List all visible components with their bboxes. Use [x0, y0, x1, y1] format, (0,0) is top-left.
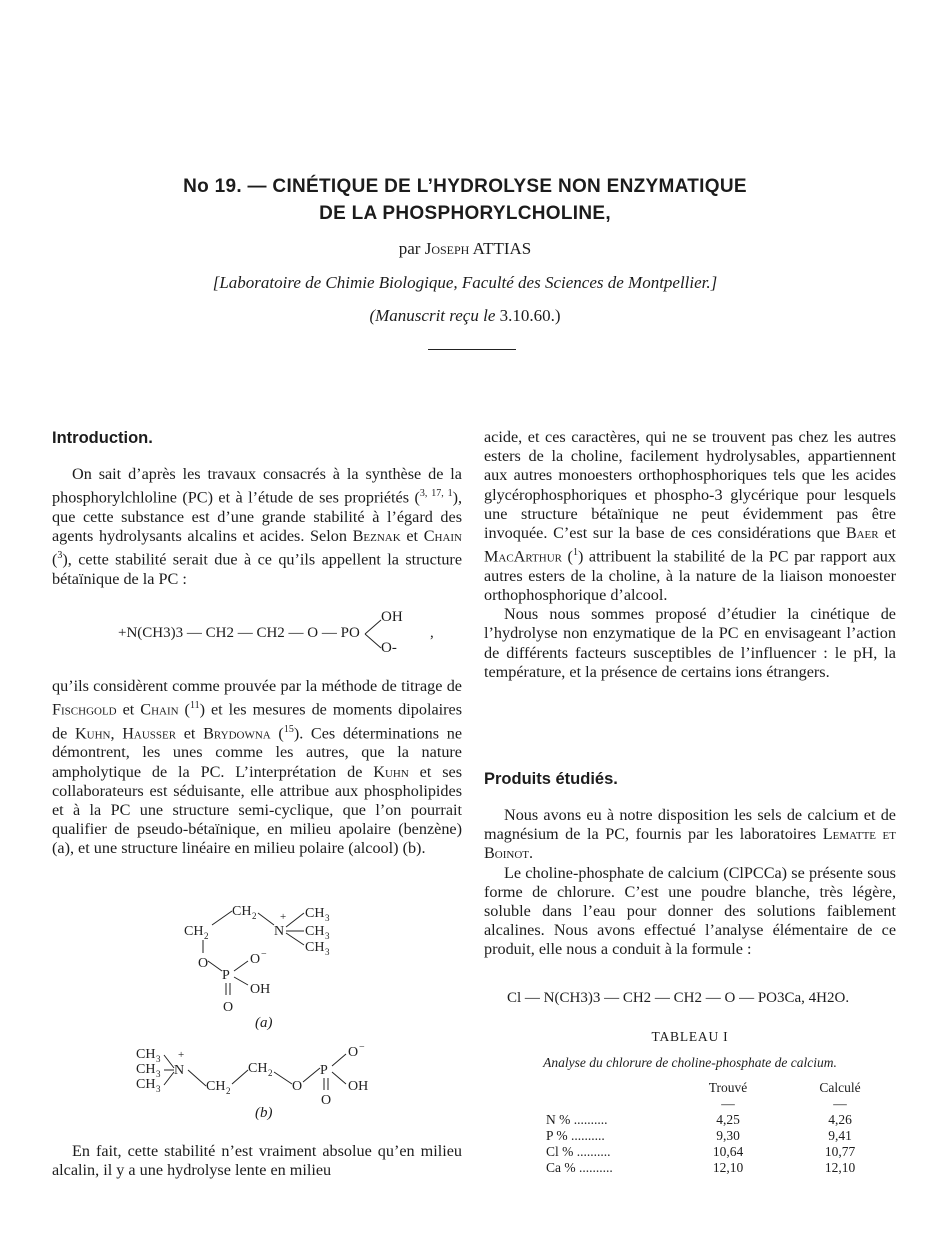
svg-text:3: 3 — [325, 913, 330, 923]
svg-text:−: − — [359, 1042, 365, 1053]
svg-text:O: O — [223, 1000, 234, 1015]
right-paragraph-4: Le choline-phosphate de calcium (ClPCCa) se présente sous forme de chlorure. C’est une poudre blanche, très légère, soluble dans l’eau pour donner des solutions faiblement alcalines. Nous avons effectué l’analyse élémentaire de ce produit, elle nous a conduit à la formule : — [484, 863, 896, 959]
svg-text:CH: CH — [248, 1061, 268, 1076]
right-paragraph-3: Nous avons eu à notre disposition les sels de calcium et de magnésium de la PC, fournis par les laboratoires Lematte et Boinot. Le choline-phosphate de calcium (ClPCCa) se présente sous forme de chlorure. C’est une poudre blanche, très légère, soluble dans l’eau pour donner des solutions faiblement alcalines. Nous avons effectué l’analyse élémentaire de ce produit, elle nous a conduit à la formule : — [484, 806, 896, 959]
author-line — [0, 239, 930, 259]
svg-text:CH: CH — [136, 1047, 156, 1062]
svg-text:O: O — [348, 1045, 359, 1060]
table-row: P % .......... 9,30 9,41 — [546, 1128, 852, 1143]
svg-text:−: − — [261, 949, 267, 960]
svg-text:O: O — [198, 956, 209, 971]
table-row: Ca % .......... 12,10 12,10 — [546, 1160, 856, 1175]
table-row: Cl % .......... 10,64 10,77 — [546, 1144, 856, 1159]
svg-text:CH: CH — [184, 924, 204, 939]
svg-text:2: 2 — [252, 911, 257, 921]
svg-text:CH: CH — [136, 1062, 156, 1077]
header-trouve: Trouvé — [708, 1080, 748, 1095]
received-line — [0, 306, 930, 326]
svg-text:CH: CH — [136, 1077, 156, 1092]
table-title: TABLEAU I — [651, 1029, 729, 1044]
svg-text:CH: CH — [305, 924, 325, 939]
svg-text:2: 2 — [268, 1068, 273, 1078]
svg-text:2: 2 — [204, 931, 209, 941]
svg-text:P: P — [320, 1063, 328, 1078]
table-header-row — [540, 1080, 896, 1096]
received-prefix: (Manuscrit reçu le — [369, 306, 496, 325]
structure-b-diagram — [132, 1040, 392, 1110]
heading-produits: Produits étudiés. — [484, 770, 618, 788]
svg-text:3: 3 — [156, 1084, 161, 1094]
structure-a-diagram — [170, 895, 370, 1020]
svg-text:P: P — [222, 968, 230, 983]
formula-comma: , — [430, 625, 434, 641]
svg-text:OH: OH — [348, 1079, 369, 1094]
formula-chloride: Cl — N(CH3)3 — CH2 — CH2 — O — PO3Ca, 4H2O. — [507, 990, 850, 1006]
affiliation: [Laboratoire de Chimie Biologique, Faculté des Sciences de Montpellier.] — [212, 273, 718, 292]
article-title-line1: No 19. — CINÉTIQUE DE L’HYDROLYSE NON ENZYMATIQUE — [183, 176, 747, 197]
formula-o-minus: O- — [381, 640, 397, 656]
formula-betaine: +N(CH3)3 — CH2 — CH2 — O — PO — [118, 625, 360, 641]
author-first-name: Joseph — [424, 239, 470, 258]
svg-text:+: + — [178, 1049, 185, 1061]
structure-b-label: (b) — [255, 1105, 273, 1121]
table-caption: Analyse du chlorure de choline-phosphate de calcium. — [543, 1055, 837, 1070]
svg-text:3: 3 — [156, 1054, 161, 1064]
formula-oh: OH — [381, 609, 403, 625]
author-prefix: par — [398, 239, 421, 258]
svg-text:N: N — [274, 924, 285, 939]
title-rule — [428, 349, 516, 350]
received-date: 3.10.60.) — [499, 306, 561, 325]
svg-text:2: 2 — [226, 1086, 231, 1096]
svg-text:+: + — [280, 911, 287, 923]
svg-text:N: N — [174, 1063, 185, 1078]
structure-a-label: (a) — [255, 1015, 273, 1031]
svg-text:CH: CH — [305, 906, 325, 921]
svg-text:CH: CH — [232, 904, 252, 919]
table-rule-row: — — — [721, 1096, 847, 1111]
svg-text:O: O — [250, 952, 261, 967]
right-paragraph-1: acide, et ces caractères, qui ne se trouvent pas chez les autres esters de la choline, facilement hydrolysables, appartiennent aux autres monoesters orthophosphoriques tels que les acides glycérophosphoriques et phospho-3 glycérique pour lesquels une structure bétaïnique ne peut évidemment pas être invoquée. C’est sur la base de ces considérations que Baer et MacArthur ($^1$) attribuent la stabilité de la PC par rapport aux autres esters de la choline, à la nature de la liaison monoester orthophosphorique d’alcool. Nous nous sommes proposé d’étudier la cinétique de l’hydrolyse non enzymatique de la PC en envisageant l’action de différents facteurs susceptibles de l’influencer : le pH, la température, et la présence de certains ions étrangers. — [484, 428, 896, 681]
svg-text:O: O — [292, 1079, 303, 1094]
right-paragraph-2: Nous nous sommes proposé d’étudier la cinétique de l’hydrolyse non enzymatique de la PC en envisageant l’action de différents facteurs susceptibles de l’influencer : le pH, la température, et la présence de certains ions étrangers. — [484, 605, 896, 681]
svg-text:3: 3 — [325, 931, 330, 941]
heading-introduction: Introduction. — [52, 429, 153, 447]
analysis-table — [540, 1080, 896, 1176]
svg-text:CH: CH — [305, 940, 325, 955]
left-paragraph-3: En fait, cette stabilité n’est vraiment absolue qu’en milieu alcalin, il y a une hydrolyse lente en milieu — [52, 1142, 462, 1180]
svg-text:3: 3 — [325, 947, 330, 957]
author-last-name: ATTIAS — [472, 239, 532, 258]
table-row: N % .......... 4,25 4,26 — [546, 1112, 852, 1127]
svg-text:3: 3 — [156, 1069, 161, 1079]
left-paragraph-2: qu’ils considèrent comme prouvée par la méthode de titrage de Fischgold et Chain ($^{11}$) et les mesures de moments dipolaires de Kuhn, Hausser et Brydowna ($^{15}$). Ces déterminations ne démontrent, les unes comme les autres, que la nature ampholytique de la PC. L’interprétation de Kuhn et ses collaborateurs est séduisante, elle attribue aux phospholipides et à la PC une structure semi-cyclique, que l’on pourrait qualifier de pseudo-bétaïnique, en milieu apolaire (benzène) (a), et une structure linéaire en milieu polaire (alcool) (b). — [52, 677, 463, 858]
svg-text:OH: OH — [250, 982, 271, 997]
left-paragraph-1: On sait d’après les travaux consacrés à la synthèse de la phosphorylchloline (PC) et à l’étude de ses propriétés ($^{3, 17, 1}$), que cette substance est d’une grande stabilité à l’égard des agents hydrolysants alcalins et acides. Selon Beznak et Chain ($^3$), cette stabilité serait due à ce qu’ils appellent la structure bétaïnique de la PC : — [52, 465, 463, 588]
svg-text:O: O — [321, 1093, 332, 1108]
header-calcule: Calculé — [819, 1080, 861, 1095]
article-title-line2: DE LA PHOSPHORYLCHOLINE, — [319, 203, 611, 224]
svg-text:CH: CH — [206, 1079, 226, 1094]
